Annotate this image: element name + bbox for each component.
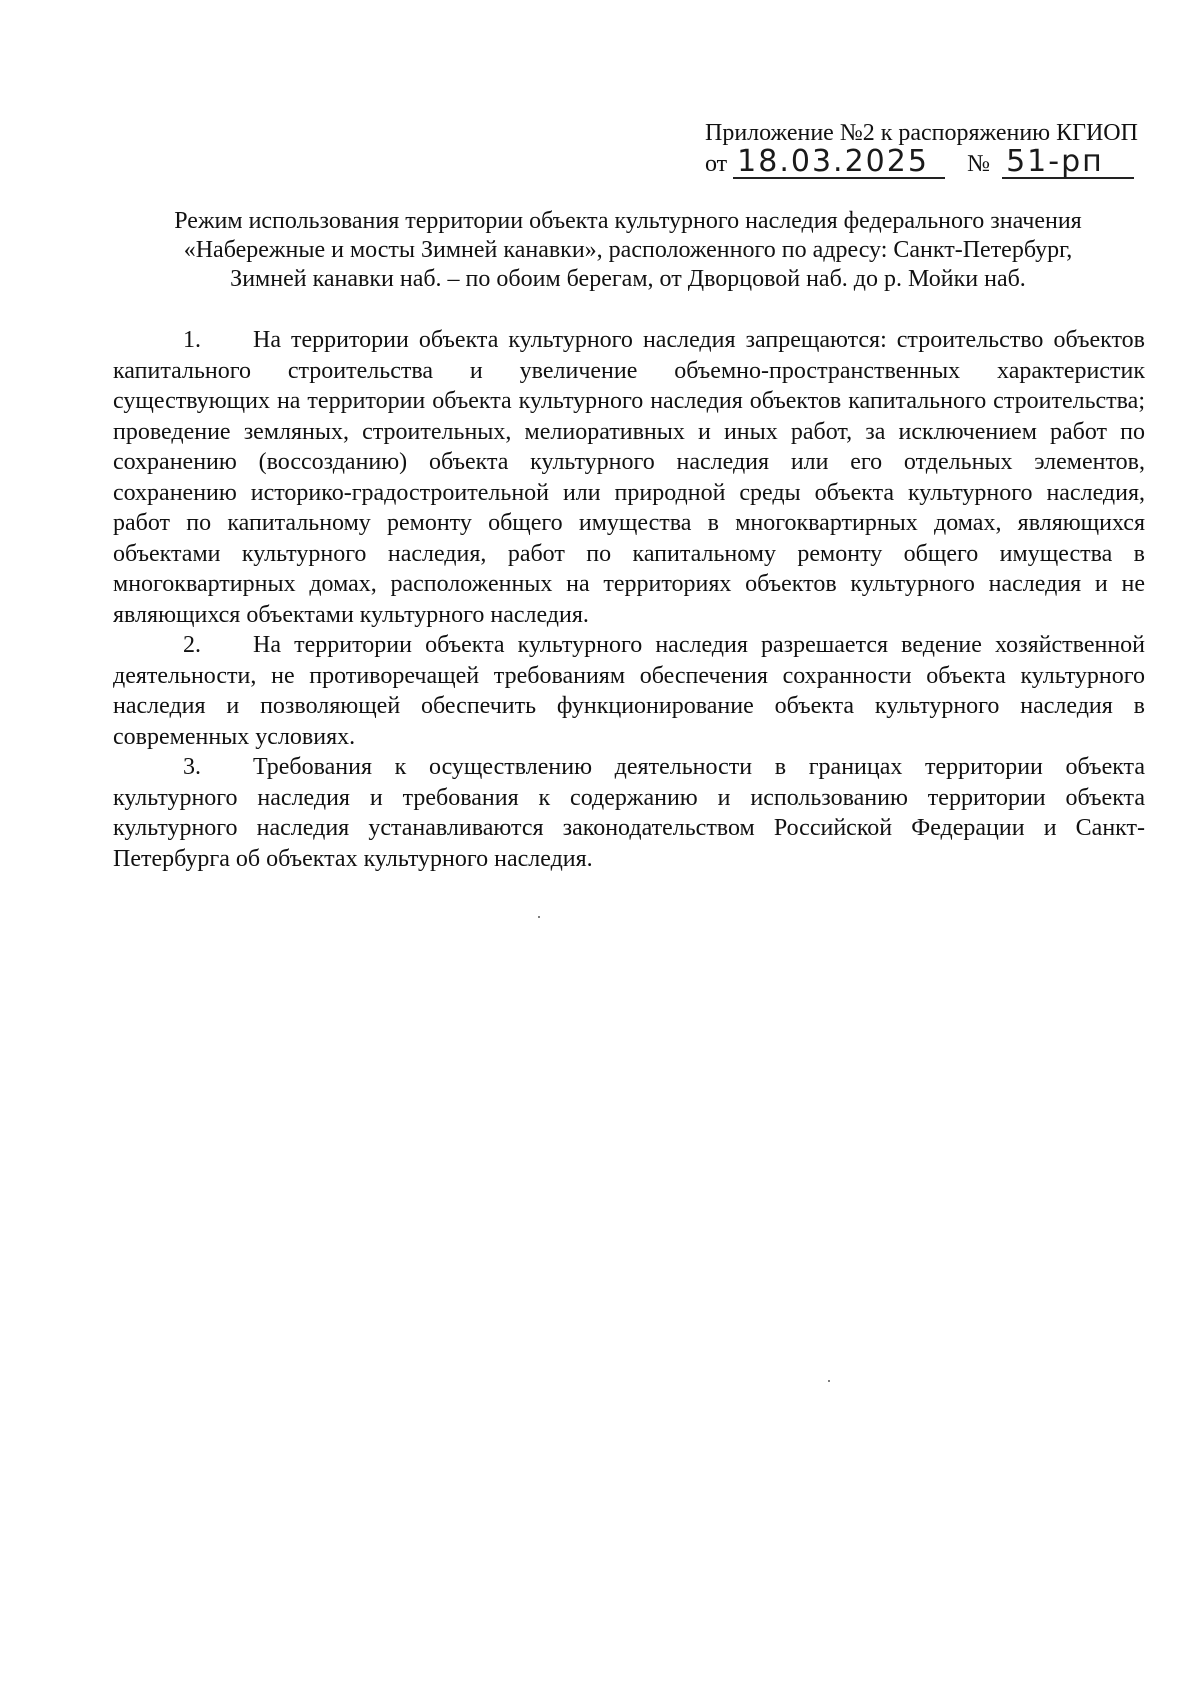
paragraph-number: 1.: [183, 327, 201, 353]
paragraph-text: На территории объекта культурного наследия разрешается ведение хозяйственной деятельности, не противоречащей требованиям обеспечения сохранности объекта культурного наследия и позволяющей обеспечить функционирование объекта культурного наследия в современных условиях.: [113, 632, 1145, 750]
appendix-date-number-line: [705, 144, 1155, 182]
number-sign: №: [967, 151, 991, 177]
handwritten-date: 18.03.2025: [733, 148, 945, 179]
title-line-1: Режим использования территории объекта культурного наследия федерального значения: [174, 208, 1082, 234]
paragraph-number: 3.: [183, 754, 201, 780]
paragraph-number: 2.: [183, 632, 201, 658]
paragraph-2: [113, 630, 1145, 752]
handwritten-number: 51-рп: [1002, 148, 1134, 179]
paragraph-3: [113, 752, 1145, 874]
appendix-title: Приложение №2 к распоряжению КГИОП: [705, 120, 1138, 146]
title-line-2: «Набережные и мосты Зимней канавки», расположенного по адресу: Санкт-Петербург,: [183, 237, 1073, 263]
document-title: [112, 207, 1144, 294]
paragraph-1: [113, 325, 1145, 630]
paragraph-text: Требования к осуществлению деятельности в границах территории объекта культурного наследия и требования к содержанию и использованию территории объекта культурного наследия устанавливаются законодательством Российской Федерации и Санкт-Петербурга об объектах культурного наследия.: [113, 754, 1145, 872]
document-body: [113, 325, 1145, 874]
title-line-3: Зимней канавки наб. – по обоим берегам, от Дворцовой наб. до р. Мойки наб.: [230, 266, 1026, 292]
paragraph-text: На территории объекта культурного наследия запрещаются: строительство объектов капитального строительства и увеличение объемно-пространственных характеристик существующих на территории объекта культурного наследия объектов капитального строительства; проведение земляных, строительных, мелиоративных и иных работ, за исключением работ по сохранению (воссозданию) объекта культурного наследия или его отдельных элементов, сохранению историко-градостроительной или природной среды объекта культурного наследия, работ по капитальному ремонту общего имущества в многоквартирных домах, являющихся объектами культурного наследия, работ по капитальному ремонту общего имущества в многоквартирных домах, расположенных на территориях объектов культурного наследия и не являющихся объектами культурного наследия.: [113, 327, 1145, 628]
appendix-header: [705, 118, 1155, 182]
date-prefix: от: [705, 151, 728, 177]
scan-speck: [828, 1380, 830, 1382]
scan-speck: [538, 916, 540, 918]
